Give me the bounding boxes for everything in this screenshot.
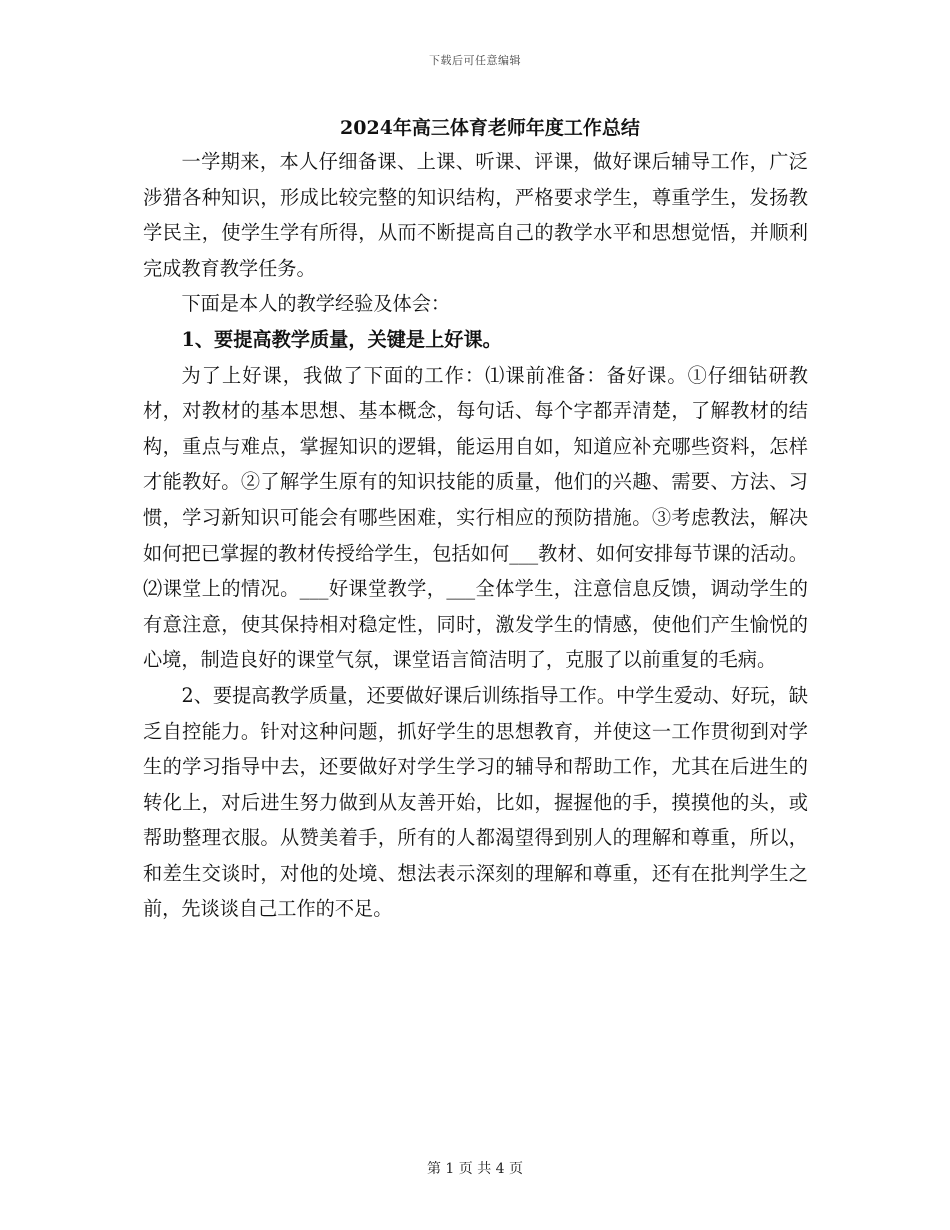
paragraph-class-preparation: 为了上好课，我做了下面的工作：⑴课前准备：备好课。①仔细钻研教材，对教材的基本思想、基本概念，每句话、每个字都弄清楚，了解教材的结构，重点与难点，掌握知识的逻辑，能运用自如，知道应补充哪些资料，怎样才能教好。②了解学生原有的知识技能的质量，他们的兴趣、需要、方法、习惯，学习新知识可能会有哪些困难，实行相应的预防措施。③考虑教法，解决如何把已掌握的教材传授给学生，包括如何___教材、如何安排每节课的活动。⑵课堂上的情况。___好课堂教学，___全体学生，注意信息反馈，调动学生的有意注意，使其保持相对稳定性，同时，激发学生的情感，使他们产生愉悦的心境，制造良好的课堂气氛，课堂语言简洁明了，克服了以前重复的毛病。 (143, 363, 808, 672)
paragraph-lead-in: 下面是本人的教学经验及体会： (181, 292, 451, 316)
document-title: 2024年高三体育老师年度工作总结 (340, 117, 640, 139)
page-header-note: 下载后可任意编辑 (429, 54, 521, 67)
page-number: 第 1 页 共 4 页 (426, 1161, 524, 1177)
paragraph-after-class-guidance: 2、要提高教学质量，还要做好课后训练指导工作。中学生爱动、好玩，缺乏自控能力。针对这种问题，抓好学生的思想教育，并使这一工作贯彻到对学生的学习指导中去，还要做好对学生学习的辅导和帮助工作，尤其在后进生的转化上，对后进生努力做到从友善开始，比如，握握他的手，摸摸他的头，或帮助整理衣服。从赞美着手，所有的人都渴望得到别人的理解和尊重，所以，和差生交谈时，对他的处境、想法表示深刻的理解和尊重，还有在批判学生之前，先谈谈自己工作的不足。 (143, 683, 808, 921)
paragraph-intro: 一学期来，本人仔细备课、上课、听课、评课，做好课后辅导工作，广泛涉猎各种知识，形成比较完整的知识结构，严格要求学生，尊重学生，发扬教学民主，使学生学有所得，从而不断提高自己的教学水平和思想觉悟，并顺利完成教育教学任务。 (143, 150, 808, 280)
section-heading-1: 1、要提高教学质量，关键是上好课。 (181, 327, 502, 351)
document-body (143, 144, 808, 927)
